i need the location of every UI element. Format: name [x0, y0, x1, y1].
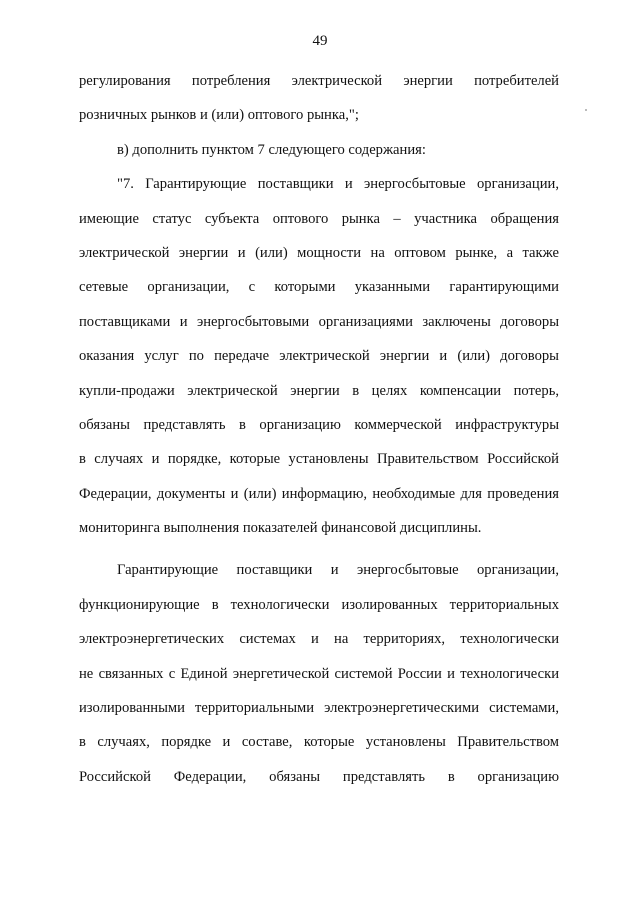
text-line: изолированными территориальными электроэнергетическими системами, — [79, 700, 559, 717]
text-line: электрической энергии и (или) мощности на оптовом рынке, а также — [79, 244, 559, 261]
document-body — [79, 69, 559, 799]
text-line: розничных рынков и (или) оптового рынка,"; — [79, 107, 359, 124]
text-line: Российской Федерации, обязаны представлять в организацию — [79, 768, 559, 785]
paragraph-clause-7 — [79, 172, 559, 550]
text-line: сетевые организации, с которыми указанными гарантирующими — [79, 279, 559, 296]
text-line: Гарантирующие поставщики и энергосбытовые организации, — [117, 562, 559, 579]
text-line: в случаях и порядке, которые установлены Правительством Российской — [79, 451, 559, 468]
text-line: оказания услуг по передаче электрической энергии и (или) договоры — [79, 348, 559, 365]
paragraph-gap — [79, 550, 559, 558]
text-line: в случаях, порядке и составе, которые установлены Правительством — [79, 734, 559, 751]
text-line: мониторинга выполнения показателей финансовой дисциплины. — [79, 520, 482, 537]
text-line: имеющие статус субъекта оптового рынка – участника обращения — [79, 210, 559, 227]
text-line: Федерации, документы и (или) информацию, необходимые для проведения — [79, 485, 559, 502]
text-line: не связанных с Единой энергетической системой России и технологически — [79, 665, 559, 682]
text-line: в) дополнить пунктом 7 следующего содержания: — [117, 141, 426, 158]
text-line: электроэнергетических системах и на территориях, технологически — [79, 631, 559, 648]
text-line: поставщиками и энергосбытовыми организациями заключены договоры — [79, 313, 559, 330]
text-line: купли-продажи электрической энергии в целях компенсации потерь, — [79, 382, 559, 399]
page-number: 49 — [312, 33, 328, 49]
margin-mark — [585, 109, 587, 111]
text-line: регулирования потребления электрической энергии потребителей — [79, 73, 559, 89]
text-line: обязаны представлять в организацию коммерческой инфраструктуры — [79, 416, 559, 433]
paragraph-isolated-systems — [79, 558, 559, 799]
paragraph-amendment-intro — [79, 138, 559, 172]
text-line: "7. Гарантирующие поставщики и энергосбытовые организации, — [117, 176, 559, 193]
text-line: функционирующие в технологически изолированных территориальных — [79, 596, 559, 613]
paragraph-continuation — [79, 69, 559, 138]
